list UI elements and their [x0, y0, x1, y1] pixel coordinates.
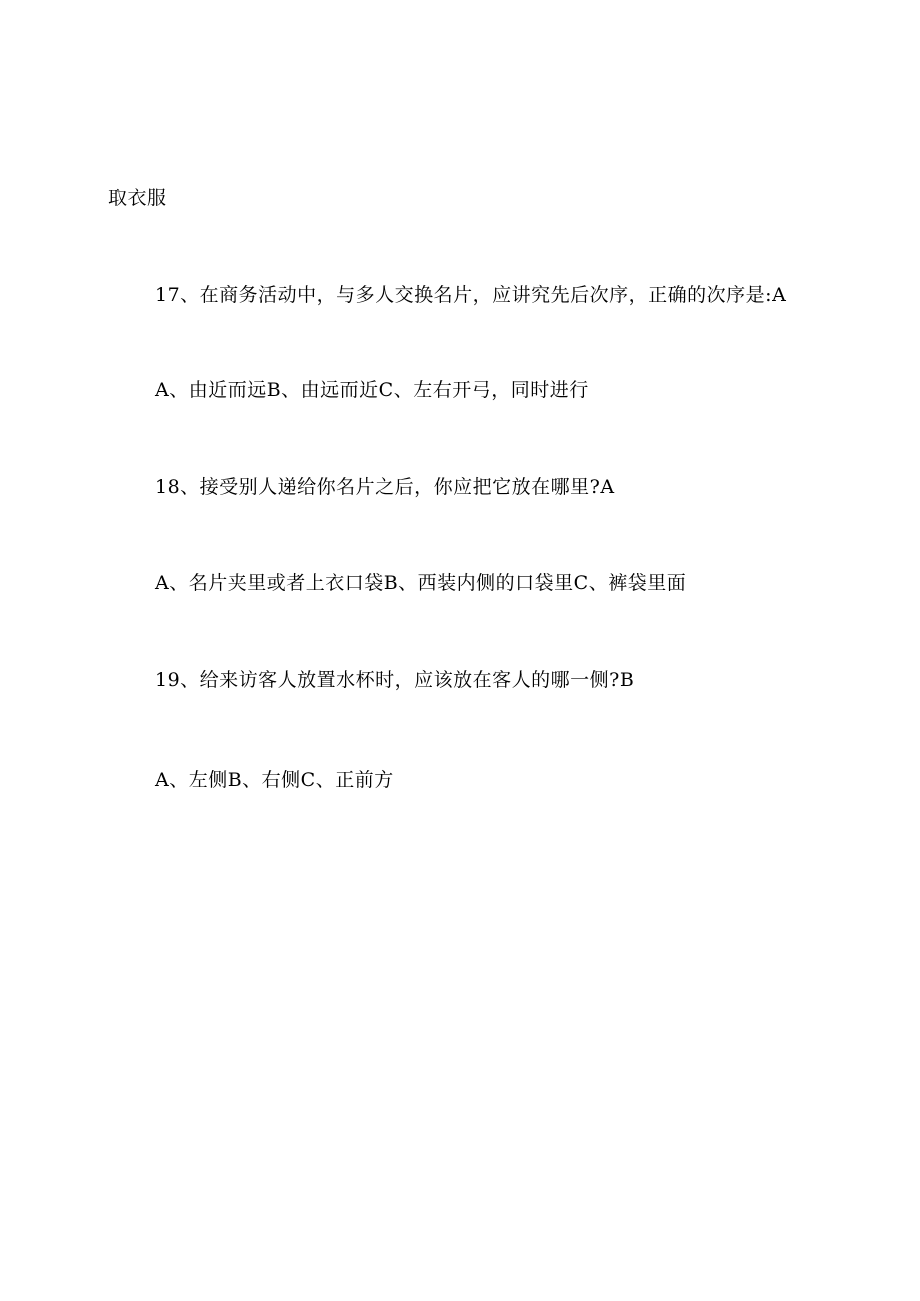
- question-19-options: A、左侧B、右侧C、正前方: [155, 769, 394, 791]
- question-18: 18、接受别人递给你名片之后，你应把它放在哪里?A: [155, 476, 615, 498]
- question-17-options: A、由近而远B、由远而近C、左右开弓，同时进行: [155, 379, 589, 401]
- question-17: 17、在商务活动中，与多人交换名片，应讲究先后次序，正确的次序是:A: [155, 284, 787, 306]
- continuation-text: 取衣服: [108, 187, 167, 209]
- question-19: 19、给来访客人放置水杯时，应该放在客人的哪一侧?B: [155, 669, 635, 691]
- question-18-options: A、名片夹里或者上衣口袋B、西装内侧的口袋里C、裤袋里面: [155, 572, 687, 594]
